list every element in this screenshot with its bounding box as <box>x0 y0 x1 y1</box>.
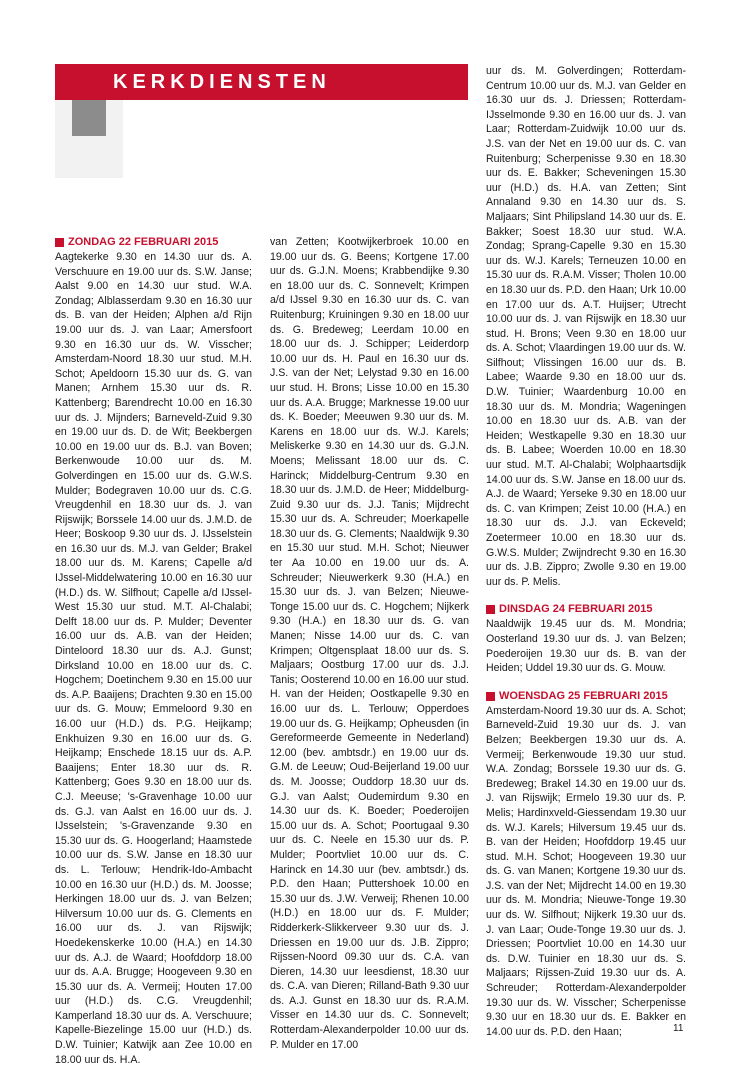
services-text: Amsterdam-Noord 19.30 uur ds. A. Schot; Barneveld-Zuid 19.30 uur ds. J. van Belzen; Beekbergen 19.30 uur ds. A. Vermeij; Berkenwoude 19.30 uur stud. W.A. Zondag; Borssele 19.30 uur ds. G. Bredeweg; Brakel 14.30 en 19.00 uur ds. J. van Rijswijk; Ermelo 19.30 uur ds. P. Melis; Hardinxveld-Giessendam 19.30 uur ds. W.J. Karels; Hilversum 19.45 uur ds. B. van der Heiden; Hoofddorp 19.45 uur stud. M.H. Schot; Hoogeveen 19.30 uur ds. G. van Manen; Kortgene 19.30 uur ds. J.S. van der Net; Mijdrecht 14.00 en 19.30 uur ds. M. Mondria; Nieuwe-Tonge 19.30 uur ds. W. Silfhout; Nijkerk 19.30 uur ds. J. van Laar; Oude-Tonge 19.30 uur ds. J. Driessen; Poortvliet 10.00 en 14.30 uur ds. D.W. Tuinier en 18.30 uur ds. S. Maljaars; Rijssen-Zuid 19.30 uur ds. A. Schreuder; Rotterdam-Alexanderpolder 19.30 uur ds. W. Visscher; Scherpenisse 9.30 uur en 18.30 uur ds. E. Bakker en 14.00 uur ds. P.D. den Haan; <box>486 704 686 1038</box>
day-heading-tuesday <box>486 602 686 617</box>
column-3 <box>486 64 686 1039</box>
page-number: 11 <box>673 1023 684 1034</box>
heading-bullet-icon <box>55 238 64 247</box>
services-text: Aagtekerke 9.30 en 14.30 uur ds. A. Verschuure en 19.00 uur ds. S.W. Janse; Aalst 9.00 en 14.30 uur stud. W.A. Zondag; Alblasserdam 9.30 en 16.30 uur ds. B. van der Heiden; Alphen a/d Rijn 19.00 uur ds. J. van Laar; Amersfoort 9.30 en 16.30 uur ds. W. Visscher; Amsterdam-Noord 18.30 uur stud. M.H. Schot; Apeldoorn 15.30 uur ds. G. van Manen; Arnhem 15.30 uur ds. R. Kattenberg; Barendrecht 10.00 en 16.30 uur ds. J. Mijnders; Barneveld-Zuid 9.30 en 19.00 uur ds. D. de Wit; Beekbergen 10.00 en 19.00 uur ds. B.J. van Boven; Berkenwoude 10.00 uur ds. M. Golverdingen en 15.00 uur ds. G.W.S. Mulder; Bodegraven 10.00 uur ds. C.G. Vreugdenhil en 18.30 uur ds. J. van Rijswijk; Borssele 14.00 uur ds. J.M.D. de Heer; Boskoop 9.30 uur ds. J. IJsselstein en 16.30 uur ds. M.J. van Gelder; Brakel 18.00 uur ds. M. Karens; Capelle a/d IJssel-Middelwatering 10.00 en 16.30 uur (H.D.) ds. W. Silfhout; Capelle a/d IJssel-West 15.30 uur stud. M.T. Al-Chalabi; Delft 18.00 uur ds. P. Mulder; Deventer 16.00 uur ds. A.B. van der Heiden; Dinteloord 18.30 uur ds. A.J. Gunst; Dirksland 10.00 en 18.00 uur ds. C. Hogchem; Doetinchem 9.30 en 15.00 uur ds. A.P. Baaijens; Drachten 9.30 en 15.00 uur ds. G. Mouw; Emmeloord 9.30 en 16.00 uur (H.D.) ds. P.G. Heijkamp; Enkhuizen 9.30 en 16.00 uur ds. G. Heijkamp; Enschede 18.15 uur ds. A.P. Baaijens; Enter 18.30 uur ds. R. Kattenberg; Goes 9.30 en 18.00 uur ds. C.J. Meeuse; 's-Gravenhage 10.00 uur ds. G.J. van Aalst en 16.00 uur ds. J. IJsselstein; 's-Gravenzande 9.30 en 15.30 uur ds. G. Hoogerland; Haamstede 10.00 uur ds. S.W. Janse en 18.30 uur ds. L. Terlouw; Hendrik-Ido-Ambacht 10.00 en 16.30 uur (H.D.) ds. M. Joosse; Herkingen 18.00 uur ds. J. van Belzen; Hilversum 10.00 uur ds. G. Clements en 16.00 uur ds. J. van Rijswijk; Hoedekenskerke 10.00 (H.A.) en 14.30 uur ds. A.J. de Waard; Hoofddorp 18.00 uur ds. A.A. Brugge; Hoogeveen 9.30 en 15.30 uur ds. A. Vermeij; Houten 17.00 uur (H.D.) ds. C.G. Vreugdenhil; Kamperland 18.30 uur ds. A. Verschuure; Kapelle-Biezelinge 15.00 uur (H.D.) ds. D.W. Tuinier; Katwijk aan Zee 10.00 en 18.00 uur ds. H.A. <box>55 251 252 1066</box>
day-heading-text: WOENSDAG 25 FEBRUARI 2015 <box>499 689 668 702</box>
services-text: uur ds. M. Golverdingen; Rotterdam-Centrum 10.00 uur ds. M.J. van Gelder en 16.30 uur ds. J. Driessen; Rotterdam-IJsselmonde 9.30 en 16.00 uur ds. J. van Laar; Rotterdam-Zuidwijk 10.00 uur ds. J.S. van der Net en 19.00 uur ds. C. van Ruitenburg; Scherpenisse 9.30 en 18.30 uur ds. E. Bakker; Scheveningen 15.30 uur (H.D.) ds. H.A. van Zetten; Sint Annaland 9.30 en 14.30 uur ds. S. Maljaars; Sint Philipsland 14.30 uur ds. E. Bakker; Soest 18.30 uur stud. W.A. Zondag; Sprang-Capelle 9.30 en 15.30 uur ds. W.J. Karels; Terneuzen 10.00 en 15.30 uur ds. R.A.M. Visser; Tholen 10.00 en 18.30 uur ds. P.D. den Haan; Urk 10.00 en 17.00 uur ds. A.T. Huijser; Utrecht 10.00 uur ds. J. van Rijswijk en 18.30 uur stud. H. Brons; Veen 9.30 en 18.00 uur ds. A. Schot; Vlaardingen 19.00 uur ds. W. Silfhout; Vlissingen 16.00 uur ds. B. Labee; Waarde 9.30 en 18.00 uur ds. D.W. Tuinier; Waardenburg 10.00 en 18.30 uur ds. M. Mondria; Wageningen 10.00 en 18.30 uur ds. A.B. van der Heiden; Westkapelle 9.30 en 18.30 uur ds. B. Labee; Woerden 10.00 en 18.30 uur stud. M.T. Al-Chalabi; Wolphaartsdijk 14.00 uur ds. S.W. Janse en 18.00 uur ds. A.J. de Waard; Yerseke 9.30 en 18.00 uur ds. C. van Krimpen; Zeist 10.00 (H.A.) en 18.30 uur ds. J.J. van Eckeveld; Zoetermeer 10.00 en 18.30 uur ds. G.W.S. Mulder; Zwijndrecht 9.30 en 16.30 uur ds. J.B. Zippro; Zwolle 9.30 en 19.00 uur ds. P. Melis. <box>486 65 686 588</box>
heading-bullet-icon <box>486 605 495 614</box>
day-heading-text: DINSDAG 24 FEBRUARI 2015 <box>499 603 653 616</box>
decorative-block-grey <box>72 100 106 136</box>
services-text: Naaldwijk 19.45 uur ds. M. Mondria; Oosterland 19.30 uur ds. J. van Belzen; Poederoijen 19.30 uur ds. B. van der Heiden; Uddel 19.30 uur ds. G. Mouw. <box>486 618 686 675</box>
column-2 <box>270 235 469 1052</box>
day-heading-text: ZONDAG 22 FEBRUARI 2015 <box>68 236 219 248</box>
page-title: KERKDIENSTEN <box>113 71 331 93</box>
day-heading-sunday <box>55 235 252 250</box>
day-heading-wednesday <box>486 689 686 704</box>
services-text: van Zetten; Kootwijkerbroek 10.00 en 19.00 uur ds. G. Beens; Kortgene 17.00 uur ds. G.J.N. Moens; Krabbendijke 9.30 en 18.00 uur ds. C. Sonnevelt; Krimpen a/d IJssel 9.30 en 16.30 uur ds. C. van Ruitenburg; Kruiningen 9.30 en 18.00 uur ds. G. Bredeweg; Leerdam 10.00 en 18.00 uur ds. J. Schipper; Leiderdorp 10.00 uur ds. H. Paul en 16.30 uur ds. J.S. van der Net; Lelystad 9.30 en 16.00 uur stud. H. Brons; Lisse 10.00 en 15.30 uur ds. A.A. Brugge; Marknesse 19.00 uur ds. K. Boeder; Meeuwen 9.30 uur ds. M. Karens en 18.00 uur ds. W.J. Karels; Meliskerke 9.30 en 14.30 uur ds. G.J.N. Moens; Melissant 18.00 uur ds. C. Harinck; Middelburg-Centrum 9.30 en 18.30 uur ds. J.M.D. de Heer; Middelburg-Zuid 9.30 uur ds. J.J. Tanis; Mijdrecht 15.30 uur ds. A. Schreuder; Moerkapelle 18.30 uur ds. G. Clements; Naaldwijk 9.30 en 15.30 uur stud. M.H. Schot; Nieuwer ter Aa 10.00 en 19.00 uur ds. A. Schreuder; Nieuwerkerk 9.30 (H.A.) en 15.30 uur ds. J. van Belzen; Nieuwe-Tonge 15.00 uur ds. C. Hogchem; Nijkerk 9.30 (H.A.) en 18.30 uur ds. G. van Manen; Nisse 14.00 uur ds. C. van Krimpen; Oltgensplaat 18.00 uur ds. S. Maljaars; Oostburg 17.00 uur ds. J.J. Tanis; Oosterend 10.00 en 16.00 uur stud. H. van der Heiden; Oostkapelle 9.30 en 16.00 uur ds. L. Terlouw; Opperdoes 19.00 uur ds. G. Heijkamp; Opheusden (in Gereformeerde Gemeente in Nederland) 12.00 (bev. ambtsdr.) en 19.00 uur ds. G.M. de Leeuw; Oud-Beijerland 19.00 uur ds. M. Joosse; Ouddorp 18.30 uur ds. G.J. van Aalst; Oudemirdum 9.30 en 14.30 uur ds. K. Boeder; Poederoijen 15.00 uur ds. A. Schot; Poortugaal 9.30 uur ds. C. Neele en 15.30 uur ds. P. Mulder; Poortvliet 10.00 uur ds. C. Harinck en 14.30 uur (bev. ambtsdr.) ds. P.D. den Haan; Puttershoek 10.00 en 15.30 uur ds. J.W. Verweij; Rhenen 10.00 (H.D.) en 18.00 uur ds. F. Mulder; Ridderkerk-Slikkerveer 9.30 uur ds. J. Driessen en 19.00 uur ds. J.B. Zippro; Rijssen-Noord 09.30 uur ds. C.A. van Dieren, 14.30 uur leesdienst, 18.30 uur ds. C.A. van Dieren; Rilland-Bath 9.30 uur ds. A.J. Gunst en 18.30 uur ds. R.A.M. Visser en 14.30 uur ds. C. Sonnevelt; Rotterdam-Alexanderpolder 10.00 uur ds. P. Mulder en 17.00 <box>270 236 469 1051</box>
column-1 <box>55 235 252 1067</box>
heading-bullet-icon <box>486 692 495 701</box>
